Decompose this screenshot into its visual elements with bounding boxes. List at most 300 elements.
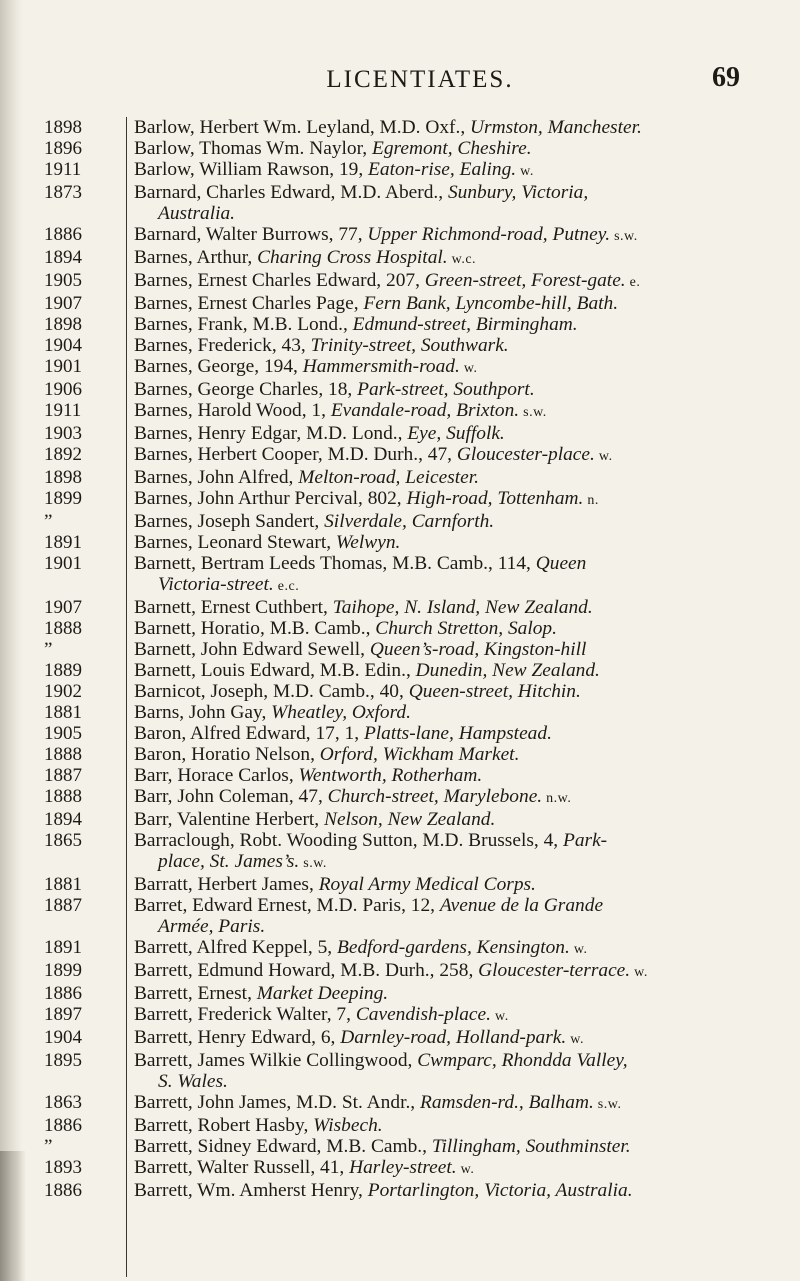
entry-year: 1892 [44, 444, 82, 465]
entry-name: Baron, Horatio Nelson, [134, 744, 320, 765]
entry-text [134, 809, 779, 830]
entry-text [134, 597, 779, 618]
entry-year: 1881 [44, 702, 82, 723]
entry-name: Barnes, Arthur, [134, 247, 258, 268]
entry-text [134, 159, 779, 182]
entry-year: 1911 [44, 400, 82, 421]
entry-name: Barr, John Coleman, 47, [134, 786, 328, 807]
entry-year: 1902 [44, 681, 82, 702]
list-item [0, 270, 800, 293]
entry-postal-district: w. [594, 449, 613, 464]
entry-year: 1899 [44, 960, 82, 981]
entry-text [134, 937, 779, 960]
entry-postal-district: s.w. [299, 856, 327, 871]
list-item [0, 444, 800, 467]
list-item [0, 159, 800, 182]
entry-year: ” [44, 1136, 53, 1157]
entry-year: 1904 [44, 1027, 82, 1048]
entry-text [134, 960, 779, 983]
entry-address: Wentworth, Rotherham. [298, 765, 483, 786]
entry-address: Church Stretton, Salop. [375, 618, 557, 639]
entry-first-line [134, 1092, 621, 1113]
entry-first-line [134, 937, 588, 958]
entry-name: Barlow, Thomas Wm. Naylor, [134, 138, 372, 159]
entry-year: 1897 [44, 1004, 82, 1025]
entry-address: Church-street, Marylebone. [327, 786, 543, 807]
entry-year: ” [44, 511, 53, 532]
entry-name: Barnes, Frederick, 43, [134, 335, 311, 356]
entry-postal-district: w. [566, 1032, 584, 1047]
entry-text [134, 1050, 779, 1092]
entry-first-line [134, 138, 532, 159]
entry-address: High-road, Tottenham. [406, 488, 584, 509]
running-title: LICENTIATES. [326, 66, 514, 93]
entry-name: Barnicot, Joseph, M.D. Camb., 40, [134, 681, 409, 702]
entry-text [134, 293, 779, 314]
entry-name: Barnes, John Arthur Percival, 802, [134, 488, 407, 509]
entry-text [134, 532, 779, 553]
entry-address: Eaton-rise, Ealing. [368, 159, 517, 180]
entry-year: 1888 [44, 618, 82, 639]
entry-first-line [134, 786, 571, 807]
entry-name: Barnard, Charles Edward, M.D. Aberd., [134, 182, 448, 203]
list-item [0, 138, 800, 159]
list-item [0, 660, 800, 681]
entry-name: Barns, John Gay, [134, 702, 272, 723]
entry-text [134, 400, 779, 423]
list-item [0, 400, 800, 423]
entry-postal-district: s.w. [593, 1097, 622, 1112]
entry-first-line [134, 511, 494, 532]
entry-year: 1911 [44, 159, 82, 180]
entry-first-line [134, 224, 638, 245]
list-item [0, 874, 800, 895]
list-item [0, 639, 800, 660]
entry-year: 1888 [44, 744, 82, 765]
entry-year: 1905 [44, 270, 82, 291]
entry-name: Barnett, John Edward Sewell, [134, 639, 370, 660]
entry-text [134, 138, 779, 159]
entry-address: Upper Richmond-road, Putney. [367, 224, 611, 245]
entry-address: Evandale-road, Brixton. [330, 400, 520, 421]
entry-text [134, 1157, 779, 1180]
entry-year: 1903 [44, 423, 82, 444]
entry-year: 1899 [44, 488, 82, 509]
entry-address: Park- [562, 830, 608, 851]
entry-first-line [134, 618, 557, 639]
entry-first-line [134, 444, 613, 465]
entry-first-line [134, 809, 495, 830]
entry-name: Barnett, Bertram Leeds Thomas, M.B. Camb., 114, [134, 553, 536, 574]
entry-text [134, 553, 779, 597]
list-item [0, 379, 800, 400]
entry-first-line [134, 335, 509, 356]
entry-name: Barrett, James Wilkie Collingwood, [134, 1050, 418, 1071]
entry-name: Barnes, Harold Wood, 1, [134, 400, 331, 421]
entry-text [134, 182, 779, 224]
list-item [0, 744, 800, 765]
entry-postal-district: n. [583, 493, 599, 508]
list-item [0, 532, 800, 553]
entry-first-line [134, 983, 388, 1004]
entry-first-line [134, 660, 600, 681]
entry-first-line [134, 314, 578, 335]
entry-address: Harley-street. [349, 1157, 457, 1178]
entry-address: Market Deeping. [256, 983, 389, 1004]
entry-text [134, 1180, 779, 1201]
entry-address: Nelson, New Zealand. [324, 809, 496, 830]
list-item [0, 488, 800, 511]
entry-text [134, 874, 779, 895]
entry-text [134, 1136, 779, 1157]
list-item [0, 335, 800, 356]
entry-name: Barratt, Herbert James, [134, 874, 319, 895]
entry-year: 1907 [44, 597, 82, 618]
list-item [0, 1092, 800, 1115]
list-item [0, 1027, 800, 1050]
entry-name: Barrett, Henry Edward, 6, [134, 1027, 341, 1048]
entry-name: Barnes, Ernest Charles Edward, 207, [134, 270, 425, 291]
entry-address: Queen’s-road, Kingston-hill [369, 639, 587, 660]
entry-first-line [134, 532, 400, 553]
entry-first-line [134, 702, 411, 723]
entry-address: S. Wales. [158, 1071, 228, 1092]
entry-name: Barrett, Ernest, [134, 983, 257, 1004]
entry-text [134, 117, 779, 138]
entry-text [134, 444, 779, 467]
entry-year: 1894 [44, 247, 82, 268]
entry-year: 1886 [44, 224, 82, 245]
entry-address: Cwmparc, Rhondda Valley, [417, 1050, 628, 1071]
entry-first-line [134, 597, 593, 618]
entry-first-line [134, 874, 536, 895]
entry-address: Melton-road, Leicester. [298, 467, 480, 488]
entry-postal-district: w. [630, 965, 648, 980]
entry-text [134, 723, 779, 744]
entry-first-line [134, 270, 640, 291]
entry-postal-district: w. [456, 1162, 475, 1177]
entry-continuation-line [134, 574, 779, 597]
entry-name: Barlow, William Rawson, 19, [134, 159, 369, 180]
entry-first-line [134, 1115, 383, 1136]
entry-year: 1898 [44, 467, 82, 488]
entry-text [134, 467, 779, 488]
list-item [0, 597, 800, 618]
entry-postal-district: w. [491, 1009, 509, 1024]
entry-first-line [134, 681, 581, 702]
list-item [0, 937, 800, 960]
entry-text [134, 786, 779, 809]
entry-year: 1896 [44, 138, 82, 159]
entry-text [134, 618, 779, 639]
list-item [0, 960, 800, 983]
entry-text [134, 1092, 779, 1115]
entry-text [134, 895, 779, 937]
entry-address: Avenue de la Grande [439, 895, 604, 916]
entry-text [134, 270, 779, 293]
entry-first-line [134, 744, 519, 765]
entry-year: 1887 [44, 895, 82, 916]
entry-text [134, 639, 779, 660]
entry-name: Barnett, Horatio, M.B. Camb., [134, 618, 376, 639]
entry-name: Barnes, George Charles, 18, [134, 379, 358, 400]
entry-first-line [134, 293, 618, 314]
entry-postal-district: s.w. [519, 405, 547, 420]
entry-year: ” [44, 639, 53, 660]
entry-first-line [134, 553, 586, 574]
list-item [0, 1004, 800, 1027]
entry-year: 1891 [44, 532, 82, 553]
licentiates-list [0, 117, 800, 1201]
entry-year: 1886 [44, 1180, 82, 1201]
entry-year: 1891 [44, 937, 82, 958]
entry-name: Barrett, Alfred Keppel, 5, [134, 937, 337, 958]
entry-year: 1881 [44, 874, 82, 895]
entry-continuation-line [134, 1071, 779, 1092]
entry-name: Barrett, Sidney Edward, M.B. Camb., [134, 1136, 432, 1157]
entry-text [134, 314, 779, 335]
entry-address: Taihope, N. Island, New Zealand. [332, 597, 593, 618]
entry-name: Barr, Horace Carlos, [134, 765, 299, 786]
entry-text [134, 511, 779, 532]
entry-address: Egremont, Cheshire. [371, 138, 532, 159]
entry-text [134, 765, 779, 786]
entry-name: Barnes, Ernest Charles Page, [134, 293, 364, 314]
entry-text [134, 423, 779, 444]
list-item [0, 224, 800, 247]
entry-address: Green-street, Forest-gate. [424, 270, 626, 291]
page-header [100, 62, 740, 102]
entry-address: Park-street, Southport. [357, 379, 535, 400]
entry-first-line [134, 467, 479, 488]
entry-text [134, 356, 779, 379]
entry-continuation-line [134, 916, 779, 937]
list-item [0, 765, 800, 786]
entry-name: Barnes, Leonard Stewart, [134, 532, 336, 553]
entry-address: Tillingham, Southminster. [431, 1136, 631, 1157]
entry-text [134, 488, 779, 511]
list-item [0, 423, 800, 444]
entry-address: Darnley-road, Holland-park. [340, 1027, 567, 1048]
entry-address: Cavendish-place. [355, 1004, 491, 1025]
entry-address: Wheatley, Oxford. [271, 702, 411, 723]
entry-address: Welwyn. [335, 532, 401, 553]
entry-address: Fern Bank, Lyncombe-hill, Bath. [363, 293, 619, 314]
entry-year: 1907 [44, 293, 82, 314]
entry-postal-district: s.w. [610, 229, 638, 244]
entry-text [134, 660, 779, 681]
entry-name: Barnett, Ernest Cuthbert, [134, 597, 333, 618]
entry-year: 1894 [44, 809, 82, 830]
entry-address: Royal Army Medical Corps. [318, 874, 536, 895]
entry-year: 1887 [44, 765, 82, 786]
entry-address: Sunbury, Victoria, [447, 182, 589, 203]
entry-postal-district: w. [516, 164, 534, 179]
entry-first-line [134, 1180, 633, 1201]
entry-continuation-line [134, 203, 779, 224]
entry-year: 1865 [44, 830, 82, 851]
entry-first-line [134, 379, 535, 400]
entry-first-line [134, 639, 586, 660]
entry-name: Barlow, Herbert Wm. Leyland, M.D. Oxf., [134, 117, 471, 138]
list-item [0, 293, 800, 314]
entry-name: Barnes, John Alfred, [134, 467, 299, 488]
list-item [0, 702, 800, 723]
entry-name: Baron, Alfred Edward, 17, 1, [134, 723, 364, 744]
entry-postal-district: w. [569, 942, 588, 957]
entry-year: 1893 [44, 1157, 82, 1178]
entry-first-line [134, 247, 476, 268]
list-item [0, 681, 800, 702]
list-item [0, 247, 800, 270]
entry-text [134, 830, 779, 874]
entry-name: Barnes, Frank, M.B. Lond., [134, 314, 353, 335]
entry-year: 1873 [44, 182, 82, 203]
entry-name: Barnard, Walter Burrows, 77, [134, 224, 368, 245]
entry-name: Barrett, Walter Russell, 41, [134, 1157, 350, 1178]
entry-address: Wisbech. [313, 1115, 383, 1136]
entry-first-line [134, 1050, 628, 1071]
entry-year: 1886 [44, 1115, 82, 1136]
entry-year: 1889 [44, 660, 82, 681]
entry-name: Barret, Edward Ernest, M.D. Paris, 12, [134, 895, 440, 916]
entry-continuation-line [134, 851, 779, 874]
entry-name: Barnett, Louis Edward, M.B. Edin., [134, 660, 416, 681]
entry-text [134, 247, 779, 270]
list-item [0, 314, 800, 335]
entry-address: Dunedin, New Zealand. [415, 660, 600, 681]
entry-address: Charing Cross Hospital. [257, 247, 448, 268]
list-item [0, 830, 800, 874]
list-item [0, 467, 800, 488]
entry-postal-district: e. [625, 275, 641, 290]
page-number: 69 [712, 62, 740, 93]
entry-year: 1906 [44, 379, 82, 400]
entry-first-line [134, 159, 534, 180]
entry-text [134, 983, 779, 1004]
list-item [0, 1136, 800, 1157]
list-item [0, 182, 800, 224]
entry-name: Barrett, Robert Hasby, [134, 1115, 314, 1136]
entry-first-line [134, 1004, 509, 1025]
entry-address: Queen-street, Hitchin. [408, 681, 581, 702]
entry-address: Queen [535, 553, 587, 574]
entry-year: 1901 [44, 356, 82, 377]
entry-text [134, 379, 779, 400]
entry-year: 1863 [44, 1092, 82, 1113]
entry-first-line [134, 830, 607, 851]
entry-postal-district: w. [459, 361, 478, 376]
entry-first-line [134, 960, 648, 981]
entry-address: Eye, Suffolk. [407, 423, 505, 444]
entry-address: Gloucester-terrace. [478, 960, 631, 981]
entry-name: Barnes, George, 194, [134, 356, 303, 377]
entry-first-line [134, 423, 505, 444]
entry-year: 1904 [44, 335, 82, 356]
list-item [0, 723, 800, 744]
list-item [0, 1180, 800, 1201]
entry-year: 1905 [44, 723, 82, 744]
entry-address: Victoria-street. [158, 574, 274, 595]
list-item [0, 511, 800, 532]
list-item [0, 1050, 800, 1092]
list-item [0, 786, 800, 809]
list-item [0, 809, 800, 830]
entry-name: Barnes, Joseph Sandert, [134, 511, 325, 532]
entry-address: Orford, Wickham Market. [319, 744, 520, 765]
entry-address: Hammersmith-road. [302, 356, 460, 377]
list-item [0, 117, 800, 138]
list-item [0, 1115, 800, 1136]
entry-postal-district: w.c. [447, 252, 477, 267]
entry-address: Edmund-street, Birmingham. [352, 314, 578, 335]
entry-first-line [134, 356, 478, 377]
entry-first-line [134, 723, 552, 744]
entry-address: Silverdale, Carnforth. [324, 511, 495, 532]
entry-postal-district: n.w. [542, 791, 572, 806]
entry-first-line [134, 117, 642, 138]
entry-name: Barraclough, Robt. Wooding Sutton, M.D. Brussels, 4, [134, 830, 563, 851]
entry-year: 1901 [44, 553, 82, 574]
entry-text [134, 1004, 779, 1027]
entry-address: Ramsden-rd., Balham. [420, 1092, 594, 1113]
entry-text [134, 1027, 779, 1050]
entry-address: Australia. [158, 203, 236, 224]
entry-first-line [134, 1157, 474, 1178]
entry-first-line [134, 895, 603, 916]
entry-first-line [134, 488, 599, 509]
entry-address: Armée, Paris. [158, 916, 266, 937]
entry-year: 1898 [44, 117, 82, 138]
entry-name: Barrett, Wm. Amherst Henry, [134, 1180, 368, 1201]
list-item [0, 553, 800, 597]
entry-address: Bedford-gardens, Kensington. [337, 937, 570, 958]
entry-address: place, St. James’s. [158, 851, 300, 872]
entry-address: Portarlington, Victoria, Australia. [367, 1180, 633, 1201]
entry-text [134, 224, 779, 247]
entry-name: Barnes, Herbert Cooper, M.D. Durh., 47, [134, 444, 457, 465]
entry-text [134, 744, 779, 765]
entry-first-line [134, 765, 482, 786]
entry-first-line [134, 400, 547, 421]
entry-year: 1886 [44, 983, 82, 1004]
entry-text [134, 681, 779, 702]
list-item [0, 983, 800, 1004]
entry-address: Trinity-street, Southwark. [310, 335, 509, 356]
entry-address: Urmston, Manchester. [470, 117, 642, 138]
entry-name: Barrett, John James, M.D. St. Andr., [134, 1092, 421, 1113]
entry-name: Barrett, Edmund Howard, M.B. Durh., 258, [134, 960, 479, 981]
entry-name: Barrett, Frederick Walter, 7, [134, 1004, 356, 1025]
entry-postal-district: e.c. [273, 579, 300, 594]
entry-text [134, 1115, 779, 1136]
entry-name: Barr, Valentine Herbert, [134, 809, 325, 830]
entry-address: Platts-lane, Hampstead. [363, 723, 552, 744]
list-item [0, 356, 800, 379]
entry-first-line [134, 1136, 631, 1157]
entry-address: Gloucester-place. [456, 444, 595, 465]
entry-year: 1888 [44, 786, 82, 807]
list-item [0, 895, 800, 937]
entry-text [134, 335, 779, 356]
entry-year: 1898 [44, 314, 82, 335]
entry-text [134, 702, 779, 723]
list-item [0, 618, 800, 639]
entry-name: Barnes, Henry Edgar, M.D. Lond., [134, 423, 408, 444]
entry-first-line [134, 1027, 584, 1048]
entry-first-line [134, 182, 588, 203]
entry-year: 1895 [44, 1050, 82, 1071]
